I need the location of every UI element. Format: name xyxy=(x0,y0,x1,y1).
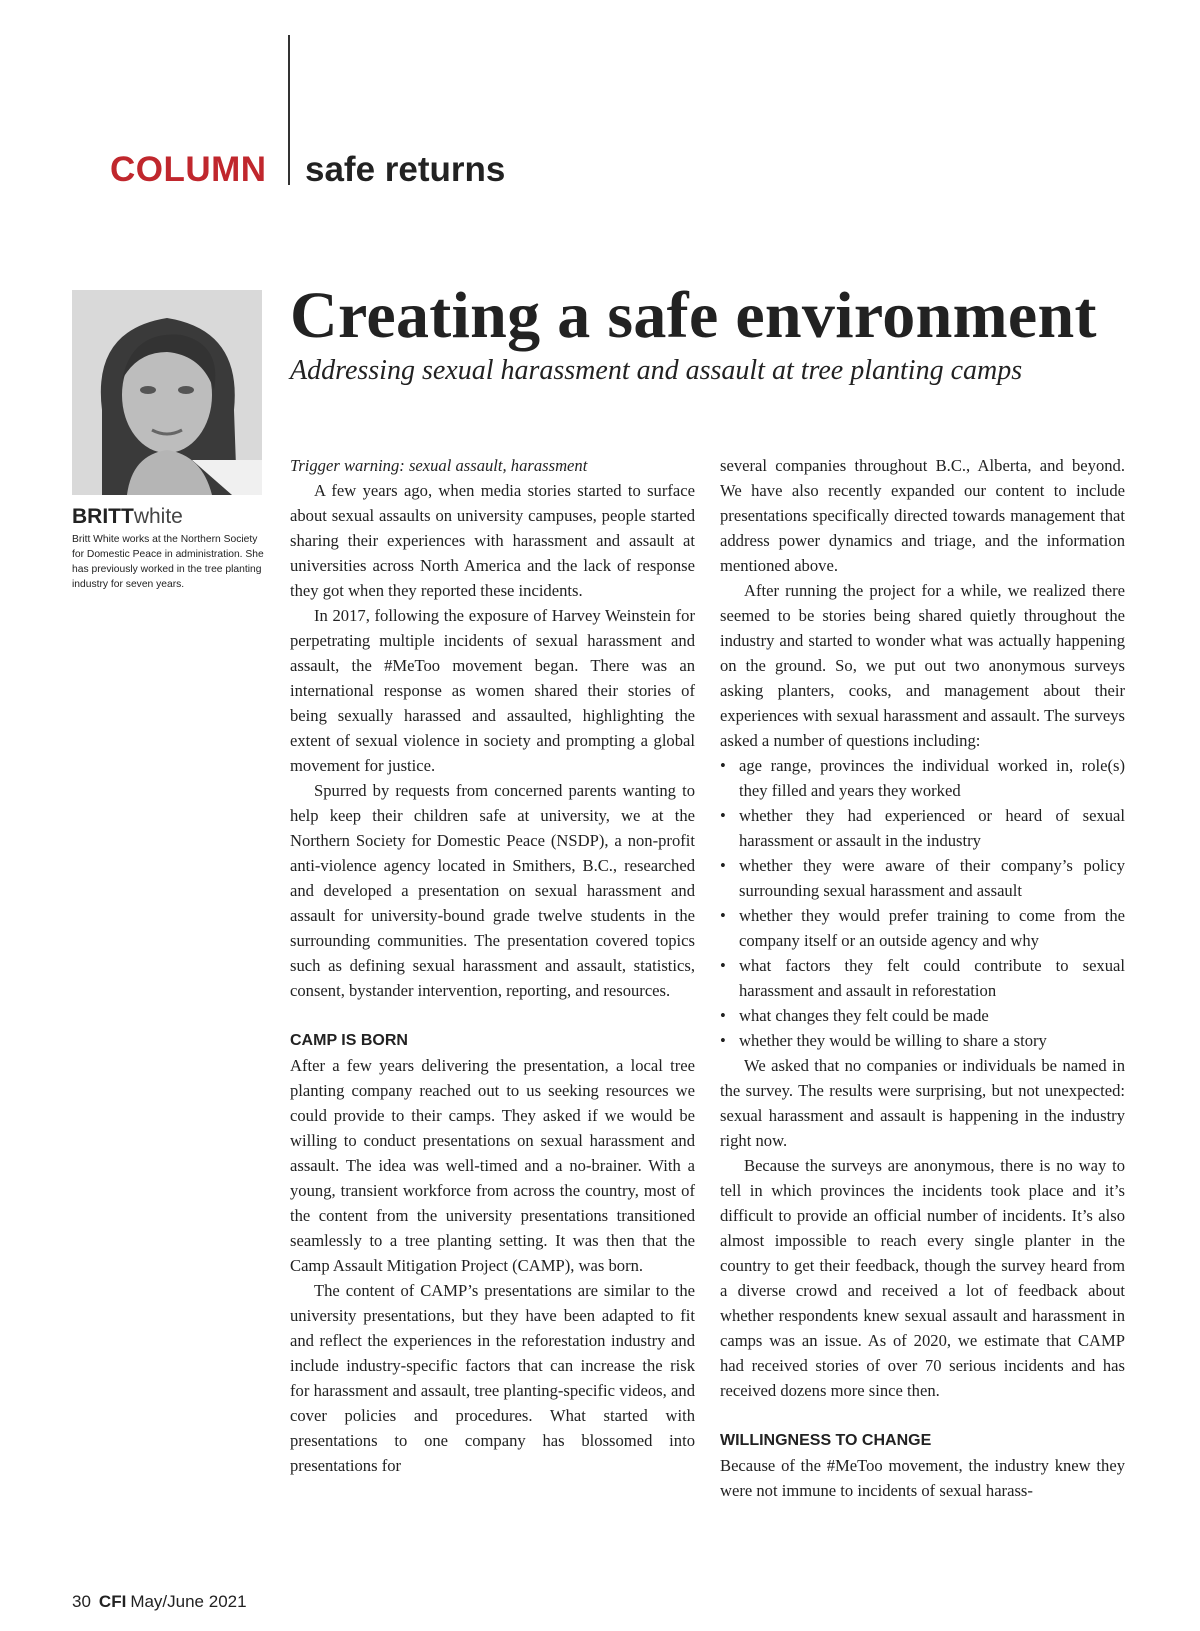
survey-questions-list xyxy=(720,753,1125,1053)
issue-date: May/June 2021 xyxy=(130,1592,247,1611)
list-item: • age range, provinces the individual worked in, role(s) they filled and years they worked xyxy=(720,753,1125,803)
body-paragraph: After a few years delivering the presentation, a local tree planting company reached out to us seeking resources we could provide to their camps. They asked if we would be willing to conduct presentations on sexual harassment and assault. The idea was well-timed and a no-brainer. With a young, transient workforce from across the country, most of the content from the university presentations transitioned seamlessly to a tree planting setting. It was then that the Camp Assault Mitigation Project (CAMP), was born. xyxy=(290,1056,695,1275)
body-paragraph: Because of the #MeToo movement, the industry knew they were not immune to incidents of sexual harass- xyxy=(720,1456,1125,1500)
list-item: • what factors they felt could contribute to sexual harassment and assault in reforestation xyxy=(720,953,1125,1003)
body-paragraph: The content of CAMP’s presentations are similar to the university presentations, but they have been adapted to fit and reflect the experiences in the reforestation industry and include industry-specific factors that can increase the risk for harassment and assault, tree planting-specific videos, and cover policies and procedures. What started with presentations to one company has blossomed into presentations for xyxy=(290,1281,695,1475)
body-paragraph: Spurred by requests from concerned parents wanting to help keep their children safe at university, we at the Northern Society for Domestic Peace (NSDP), a non-profit anti-violence agency located in Smithers, B.C., researched and developed a presentation on sexual harassment and assault for university-bound grade twelve students in the surrounding communities. The presentation covered topics such as defining sexual harassment and assault, statistics, consent, bystander intervention, reporting, and resources. xyxy=(290,781,695,1000)
column-name: safe returns xyxy=(305,150,506,189)
author-photo xyxy=(72,290,262,495)
section-heading-willingness-to-change: WILLINGNESS TO CHANGE xyxy=(720,1432,932,1449)
body-paragraph: We asked that no companies or individuals be named in the survey. The results were surprising, but not unexpected: sexual harassment and assault is happening in the industry right now. xyxy=(720,1056,1125,1150)
author-bio: Britt White works at the Northern Society for Domestic Peace in administration. She has previously worked in the tree planting industry for seven years. xyxy=(72,534,264,590)
page-number: 30 xyxy=(72,1592,91,1611)
list-item: • what changes they felt could be made xyxy=(720,1003,1125,1028)
body-paragraph: several companies throughout B.C., Alberta, and beyond. We have also recently expanded our content to include presentations specifically directed towards management that address power dynamics and triage, and the information mentioned above. xyxy=(720,456,1125,575)
list-item: • whether they would prefer training to come from the company itself or an outside agency and why xyxy=(720,903,1125,953)
author-name xyxy=(72,505,183,529)
body-paragraph: A few years ago, when media stories started to surface about sexual assaults on university campuses, people started sharing their experiences with harassment and assault at universities across North America and the lack of response they got when they reported these incidents. xyxy=(290,481,695,600)
article-title: Creating a safe environment xyxy=(290,279,1097,352)
author-last-name: white xyxy=(133,505,183,528)
article-column-left xyxy=(290,453,695,1478)
page-footer xyxy=(72,1592,247,1612)
header-divider xyxy=(288,35,290,185)
list-item: • whether they were aware of their company’s policy surrounding sexual harassment and assault xyxy=(720,853,1125,903)
article-subtitle: Addressing sexual harassment and assault at tree planting camps xyxy=(290,355,1023,386)
author-portrait-image xyxy=(72,290,262,495)
body-paragraph: After running the project for a while, we realized there seemed to be stories being shared quietly throughout the industry and started to wonder what was actually happening on the ground. So, we put out two anonymous surveys asking planters, cooks, and management about their experiences with sexual harassment and assault. The surveys asked a number of questions including: xyxy=(720,581,1125,750)
column-label: COLUMN xyxy=(110,150,267,189)
trigger-warning: Trigger warning: sexual assault, harassment xyxy=(290,456,588,475)
body-paragraph: In 2017, following the exposure of Harvey Weinstein for perpetrating multiple incidents of sexual harassment and assault, the #MeToo movement began. There was an international response as women shared their stories of being sexually harassed and assaulted, highlighting the extent of sexual violence in society and prompting a global movement for justice. xyxy=(290,606,695,775)
section-heading-camp-is-born: CAMP IS BORN xyxy=(290,1032,408,1049)
article-column-right xyxy=(720,453,1125,1503)
body-paragraph: Because the surveys are anonymous, there is no way to tell in which provinces the incidents took place and it’s difficult to provide an official number of incidents. It’s also almost impossible to reach every single planter in the country to get their feedback, though the survey heard from a diverse crowd and received a lot of feedback about whether respondents knew sexual assault and harassment in camps was an issue. As of 2020, we estimate that CAMP had received stories of over 70 serious incidents and has received dozens more since then. xyxy=(720,1156,1125,1400)
list-item: • whether they had experienced or heard of sexual harassment or assault in the industry xyxy=(720,803,1125,853)
magazine-name: CFI xyxy=(98,1592,127,1611)
list-item: • whether they would be willing to share a story xyxy=(720,1028,1125,1053)
author-first-name: BRITT xyxy=(72,505,134,528)
